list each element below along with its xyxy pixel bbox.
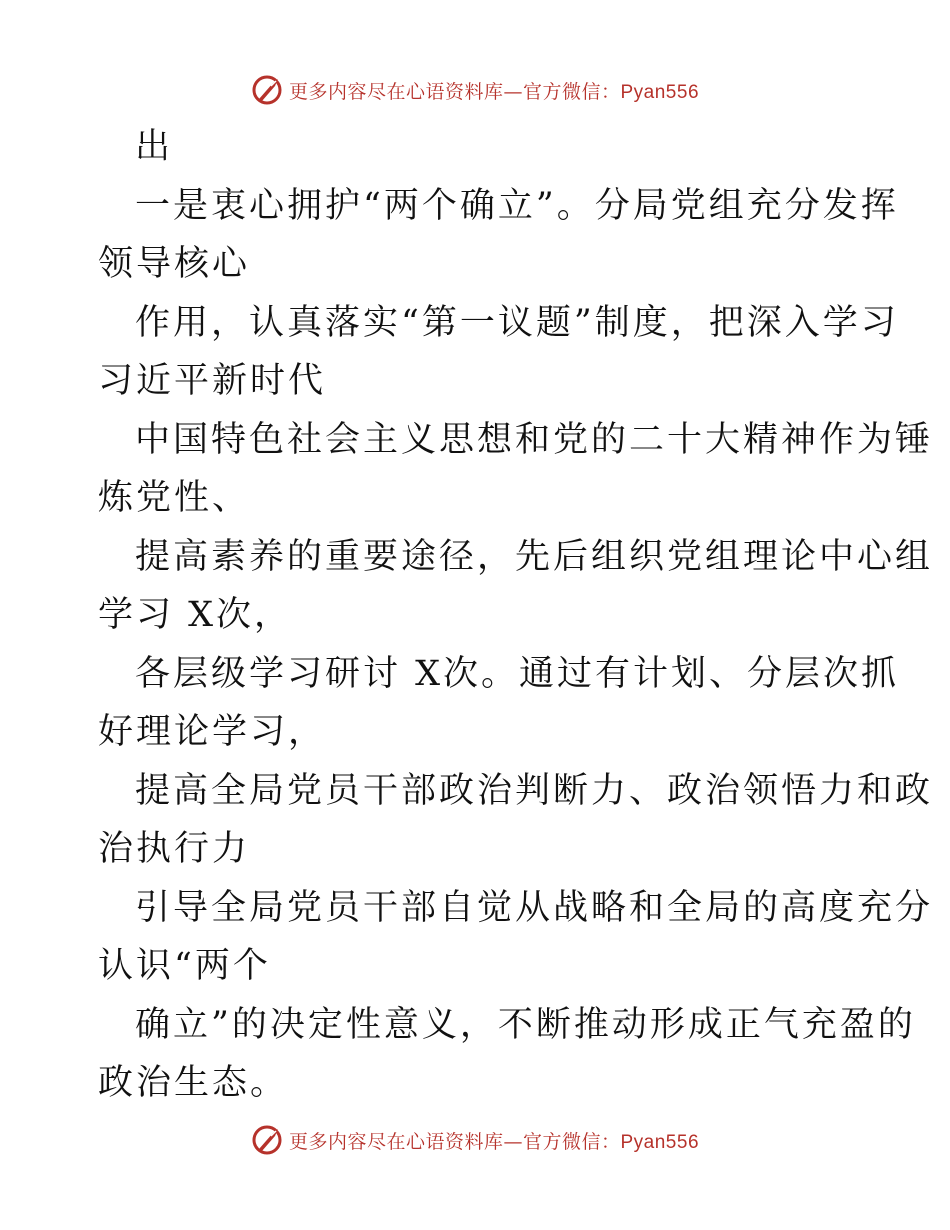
paragraph: 中国特色社会主义思想和党的二十大精神作为锤 炼党性、 bbox=[98, 419, 934, 518]
pen-nib-circle-icon bbox=[251, 1123, 285, 1157]
paragraph: 引导全局党员干部自觉从战略和全局的高度充分 认识“两个 bbox=[98, 887, 934, 986]
paragraph: 作用，认真落实“第一议题”制度，把深入学习 习近平新时代 bbox=[98, 302, 899, 401]
paragraph: 提高全局党员干部政治判断力、政治领悟力和政 治执行力 bbox=[98, 770, 934, 869]
watermark-text: 更多内容尽在心语资料库—官方微信：Pyan556 bbox=[288, 80, 700, 103]
footer-watermark bbox=[0, 1120, 950, 1160]
wechat-id: Pyan556 bbox=[620, 1131, 700, 1153]
paragraph: 出 bbox=[135, 127, 174, 167]
watermark-text: 更多内容尽在心语资料库—官方微信：Pyan556 bbox=[288, 1130, 700, 1153]
document-body bbox=[98, 118, 934, 1113]
paragraph: 确立”的决定性意义，不断推动形成正气充盈的 政治生态。 bbox=[98, 1004, 916, 1103]
paragraph: 各层级学习研讨 X次。通过有计划、分层次抓 好理论学习， bbox=[98, 653, 900, 752]
paragraph: 提高素养的重要途径，先后组织党组理论中心组 学习 X次， bbox=[98, 536, 934, 635]
wechat-id: Pyan556 bbox=[620, 81, 700, 103]
header-watermark bbox=[0, 70, 950, 110]
paragraph: 一是衷心拥护“两个确立”。分局党组充分发挥 领导核心 bbox=[98, 185, 899, 284]
pen-nib-circle-icon bbox=[251, 73, 285, 107]
